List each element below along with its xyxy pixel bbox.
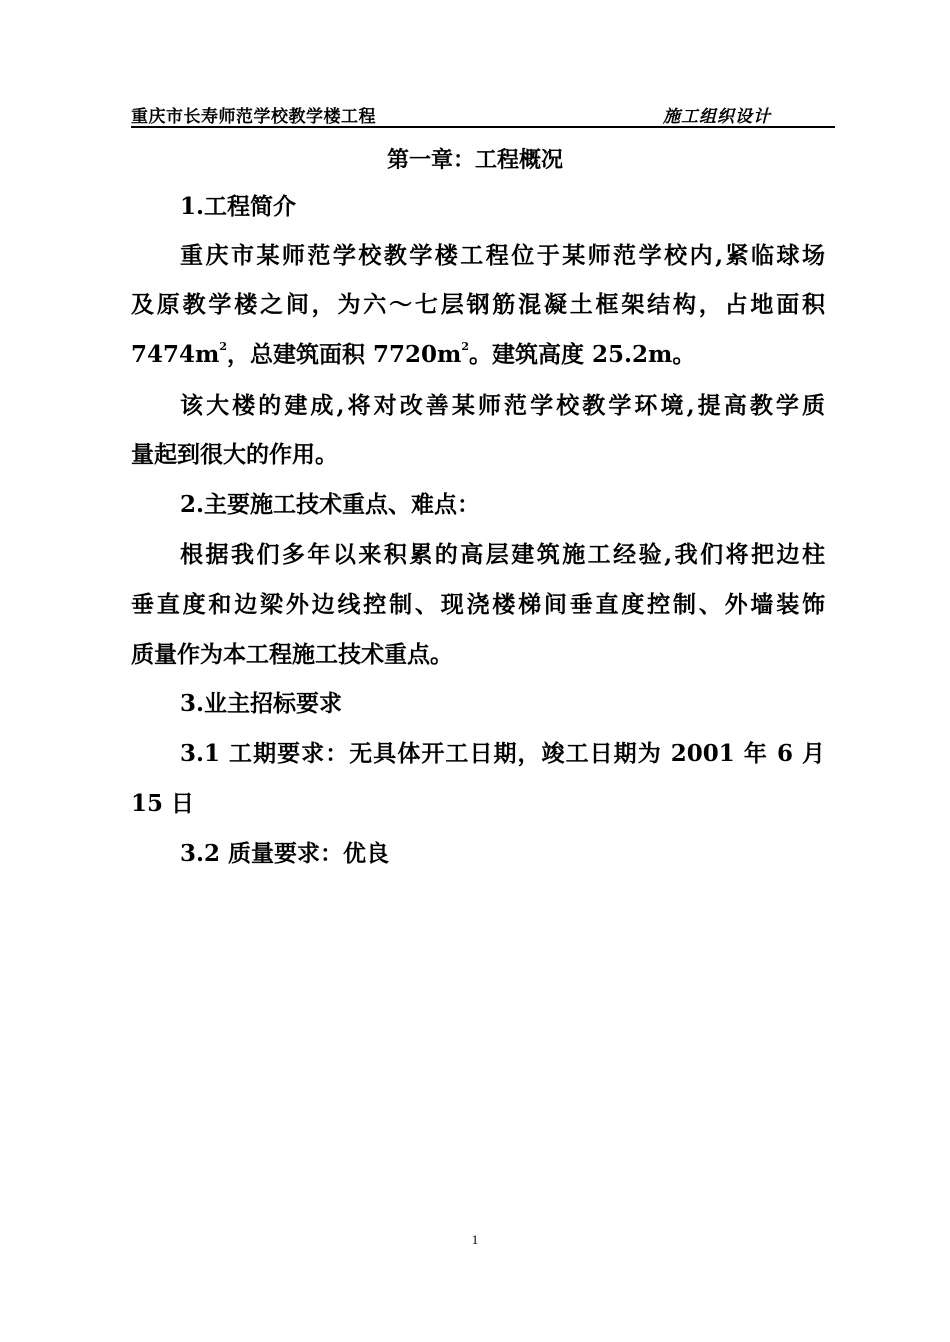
height-text: 。建筑高度 25.2m。: [469, 341, 696, 368]
paragraph-line: 该大楼的建成,将对改善某师范学校教学环境,提高教学质: [180, 392, 825, 419]
header-document-type: 施工组织设计: [663, 107, 771, 127]
paragraph-line: 质量作为本工程施工技术重点。: [131, 641, 453, 668]
paragraph-line: 15 日: [131, 790, 195, 817]
paragraph-line: 量起到很大的作用。: [131, 441, 338, 468]
page-header: [131, 98, 835, 128]
page-number: 1: [471, 1232, 479, 1247]
total-area-text: ，总建筑面积 7720m: [227, 341, 462, 368]
land-area-value: 7474m: [131, 341, 220, 368]
header-project-name: 重庆市长寿师范学校教学楼工程: [131, 107, 376, 127]
section-3-heading: 3.业主招标要求: [180, 690, 343, 717]
superscript: 2: [219, 340, 228, 353]
paragraph-line-area: [131, 340, 695, 370]
paragraph-line: 3.1 工期要求：无具体开工日期，竣工日期为 2001 年 6 月: [180, 740, 825, 767]
section-1-heading: 1.工程简介: [180, 193, 297, 220]
paragraph-line: 及原教学楼之间，为六～七层钢筋混凝土框架结构，占地面积: [131, 291, 825, 318]
chapter-title: 第一章：工程概况: [386, 147, 563, 173]
superscript: 2: [461, 340, 470, 353]
paragraph-line: 3.2 质量要求：优良: [180, 840, 390, 867]
section-2-heading: 2.主要施工技术重点、难点：: [180, 491, 481, 518]
paragraph-line: 根据我们多年以来积累的高层建筑施工经验,我们将把边柱: [180, 541, 825, 568]
paragraph-line: 重庆市某师范学校教学楼工程位于某师范学校内,紧临球场: [180, 242, 825, 269]
paragraph-line: 垂直度和边梁外边线控制、现浇楼梯间垂直度控制、外墙装饰: [131, 591, 825, 618]
